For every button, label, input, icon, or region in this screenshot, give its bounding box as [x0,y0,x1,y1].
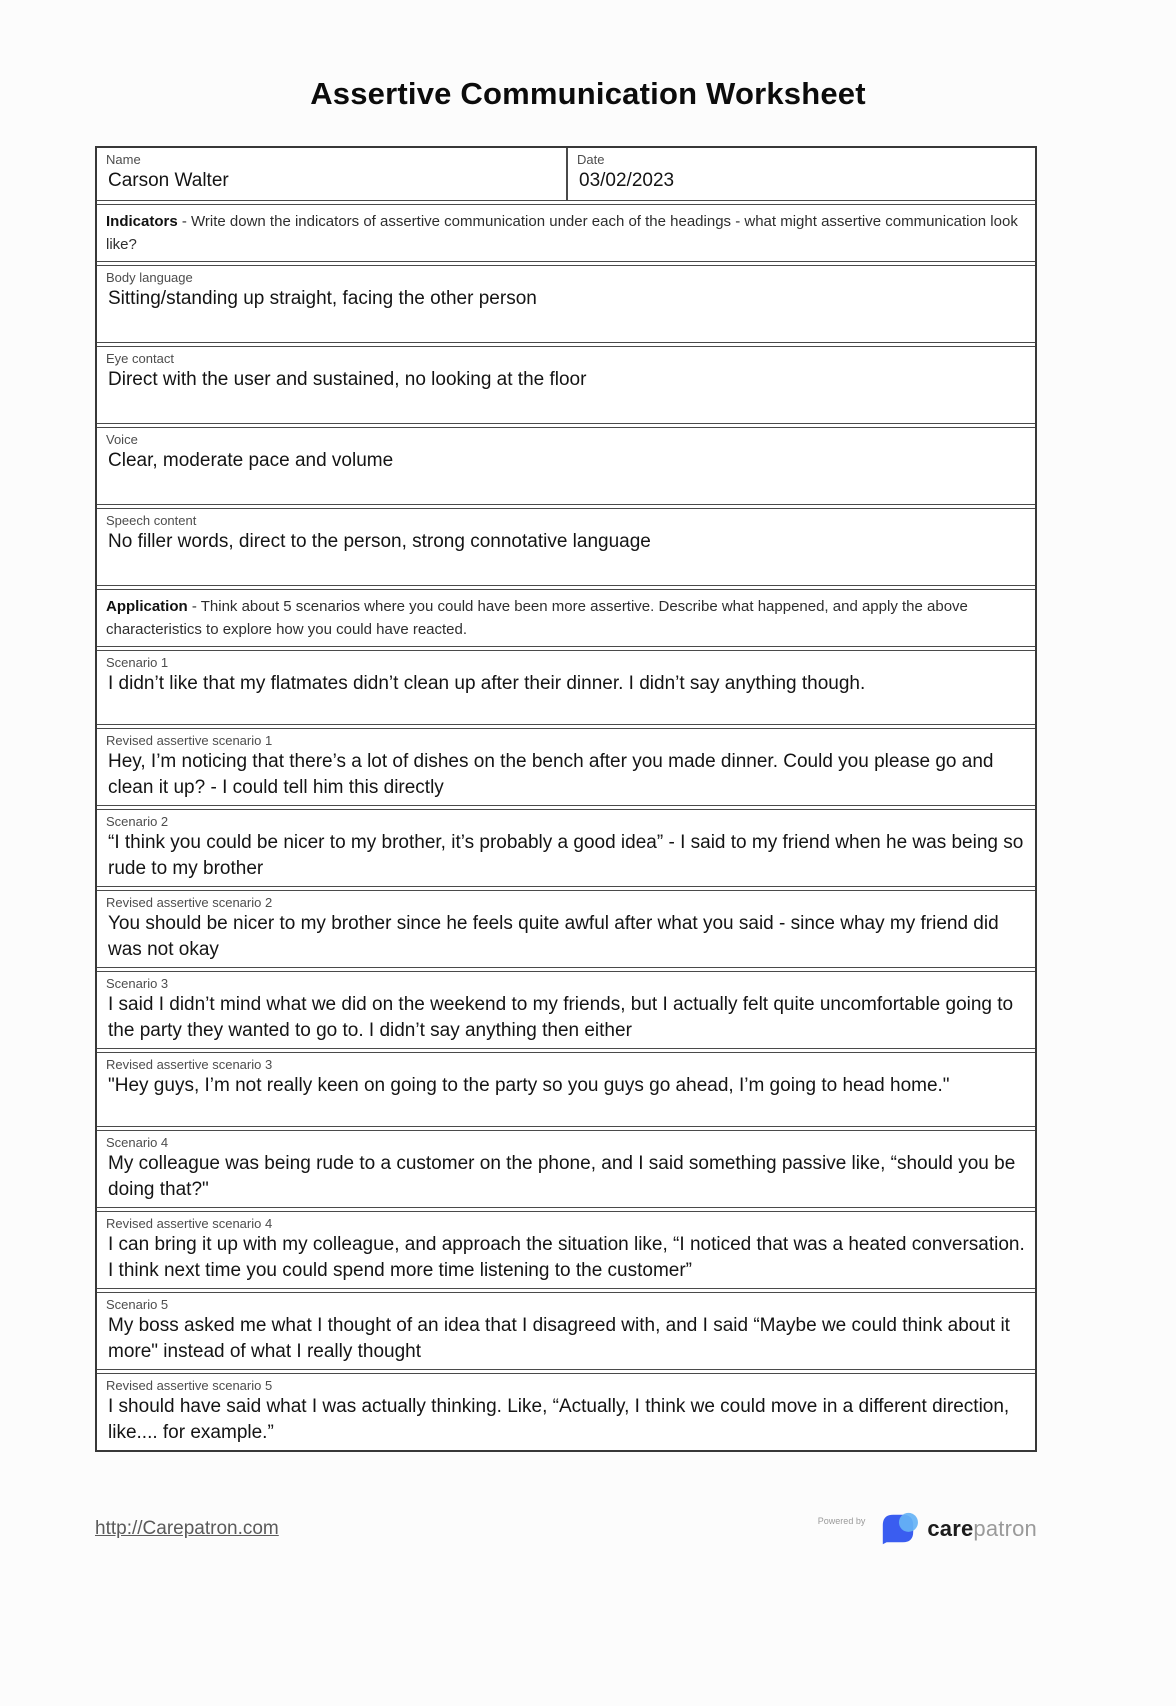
field-speech-content [97,508,1035,586]
application-instructions-text: - Think about 5 scenarios where you could have been more assertive. Describe what happened, and apply the above characteristics to explore how you could have reacted. [106,598,968,638]
field-label: Body language [106,270,193,285]
application-instructions-row [97,589,1035,647]
worksheet-table [95,146,1037,1452]
application-heading: Application [106,598,188,615]
page-title: Assertive Communication Worksheet [310,76,866,111]
field-label: Revised assertive scenario 3 [106,1057,273,1072]
footer [95,1510,1037,1548]
field-revised-scenario-4 [97,1211,1035,1289]
field-revised-scenario-1 [97,728,1035,806]
field-value: Clear, moderate pace and volume [108,450,394,471]
date-label: Date [577,152,605,167]
field-label: Scenario 3 [106,976,169,991]
field-scenario-2 [97,809,1035,887]
field-label: Scenario 1 [106,655,169,670]
brand-name-light: patron [973,1516,1037,1541]
brand-name [927,1516,1037,1542]
field-scenario-5 [97,1292,1035,1370]
carepatron-brand [818,1510,1037,1548]
field-label: Scenario 4 [106,1135,169,1150]
field-label: Voice [106,432,138,447]
field-revised-scenario-5 [97,1373,1035,1450]
indicators-instructions-row [97,204,1035,262]
field-label: Revised assertive scenario 4 [106,1216,273,1231]
field-eye-contact [97,346,1035,424]
date-value: 03/02/2023 [579,170,675,191]
carepatron-logo-icon [875,1510,921,1548]
field-value: No filler words, direct to the person, strong connotative language [108,531,651,552]
row-name-date [97,148,1035,201]
date-field [566,148,1035,200]
field-revised-scenario-3 [97,1052,1035,1127]
field-value: You should be nicer to my brother since he feels quite awful after what you said - since whay my friend did was not okay [108,913,999,960]
field-scenario-3 [97,971,1035,1049]
field-value: My boss asked me what I thought of an idea that I disagreed with, and I said “Maybe we could think about it more" instead of what I really thought [108,1315,1010,1362]
field-value: Sitting/standing up straight, facing the other person [108,288,537,309]
field-label: Scenario 2 [106,814,169,829]
field-value: Direct with the user and sustained, no looking at the floor [108,369,587,390]
indicators-instructions-text: - Write down the indicators of assertive communication under each of the headings - what might assertive communication look like? [106,213,1018,253]
field-label: Speech content [106,513,197,528]
field-value: Hey, I’m noticing that there’s a lot of dishes on the bench after you made dinner. Could you please go and clean it up? - I could tell him this directly [108,751,994,798]
name-field [97,148,566,200]
field-revised-scenario-2 [97,890,1035,968]
field-scenario-4 [97,1130,1035,1208]
name-label: Name [106,152,141,167]
field-value: I didn’t like that my flatmates didn’t clean up after their dinner. I didn’t say anything though. [108,673,866,694]
field-voice [97,427,1035,505]
powered-by-label: Powered by [817,1516,866,1526]
field-value: I can bring it up with my colleague, and approach the situation like, “I noticed that was a heated conversation. I think next time you could spend more time listening to the customer” [108,1234,1025,1281]
field-value: "Hey guys, I’m not really keen on going to the party so you guys go ahead, I’m going to head home." [108,1075,950,1096]
field-value: “I think you could be nicer to my brother, it’s probably a good idea” - I said to my friend when he was being so rude to my brother [108,832,1024,879]
field-value: I should have said what I was actually thinking. Like, “Actually, I think we could move in a different direction, like.... for example.” [108,1396,1010,1443]
field-label: Scenario 5 [106,1297,169,1312]
name-value: Carson Walter [108,170,229,191]
carepatron-link[interactable]: http://Carepatron.com [95,1518,279,1539]
field-label: Revised assertive scenario 5 [106,1378,273,1393]
field-value: I said I didn’t mind what we did on the weekend to my friends, but I actually felt quite uncomfortable going to the party they wanted to go to. I didn’t say anything then either [108,994,1014,1041]
brand-name-bold: care [927,1516,974,1541]
field-body-language [97,265,1035,343]
field-scenario-1 [97,650,1035,725]
field-label: Eye contact [106,351,174,366]
field-label: Revised assertive scenario 1 [106,733,273,748]
indicators-heading: Indicators [106,213,178,230]
field-value: My colleague was being rude to a customer on the phone, and I said something passive like, “should you be doing that?" [108,1153,1016,1200]
field-label: Revised assertive scenario 2 [106,895,273,910]
